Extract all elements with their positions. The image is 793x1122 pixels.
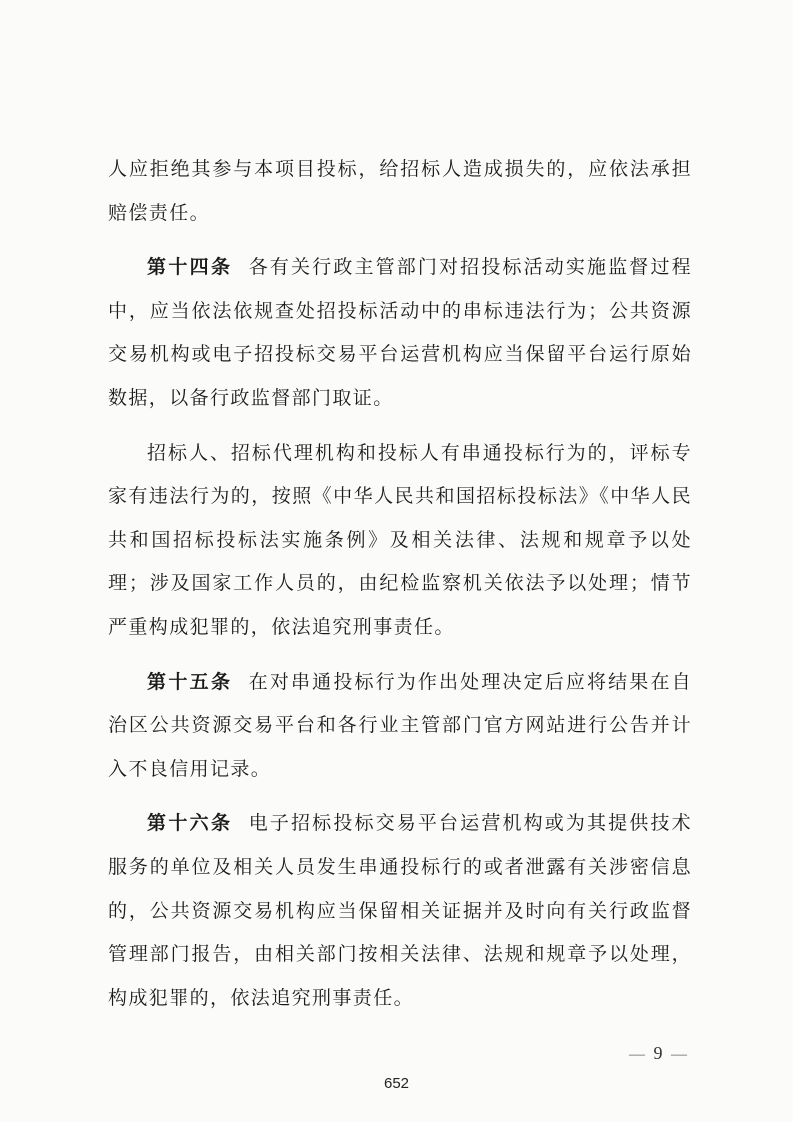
- article-16: [108, 802, 692, 1020]
- article-heading: 第十五条: [147, 670, 233, 693]
- article-heading: 第十六条: [147, 812, 233, 835]
- article-14-paragraph-2: [108, 432, 692, 650]
- paragraph-text: 各有关行政主管部门对招投标活动实施监督过程中，应当依法依规查处招投标活动中的串标违法行为；公共资源交易机构或电子招投标交易平台运营机构应当保留平台运行原始数据，以备行政监督部门取证。: [108, 256, 692, 409]
- article-15: [108, 661, 692, 792]
- paragraph-text: 在对串通投标行为作出处理决定后应将结果在自治区公共资源交易平台和各行业主管部门官方网站进行公告并计入不良信用记录。: [108, 670, 692, 780]
- document-body: [108, 148, 692, 1031]
- article-14: [108, 246, 692, 420]
- paragraph-text: 招标人、招标代理机构和投标人有串通投标行为的，评标专家有违法行为的，按照《中华人民共和国招标投标法》《中华人民共和国招标投标法实施条例》及相关法律、法规和规章予以处理；涉及国家工作人员的，由纪检监察机关依法予以处理；情节严重构成犯罪的，依法追究刑事责任。: [108, 441, 692, 638]
- document-sequence-number: 652: [383, 1075, 410, 1092]
- page-number: 9: [653, 1043, 665, 1063]
- paragraph-text: 电子招标投标交易平台运营机构或为其提供技术服务的单位及相关人员发生串通投标行的或者泄露有关涉密信息的，公共资源交易机构应当保留相关证据并及时向有关行政监督管理部门报告，由相关部门按相关法律、法规和规章予以处理，构成犯罪的，依法追究刑事责任。: [108, 812, 692, 1009]
- paragraph-continuation: [108, 148, 692, 235]
- page-number-marker: [629, 1043, 689, 1064]
- page-number-dash-left: —: [629, 1046, 647, 1063]
- paragraph-text: 人应拒绝其参与本项目投标，给招标人造成损失的，应依法承担赔偿责任。: [108, 158, 692, 224]
- article-heading: 第十四条: [147, 256, 233, 279]
- page-number-dash-right: —: [671, 1046, 689, 1063]
